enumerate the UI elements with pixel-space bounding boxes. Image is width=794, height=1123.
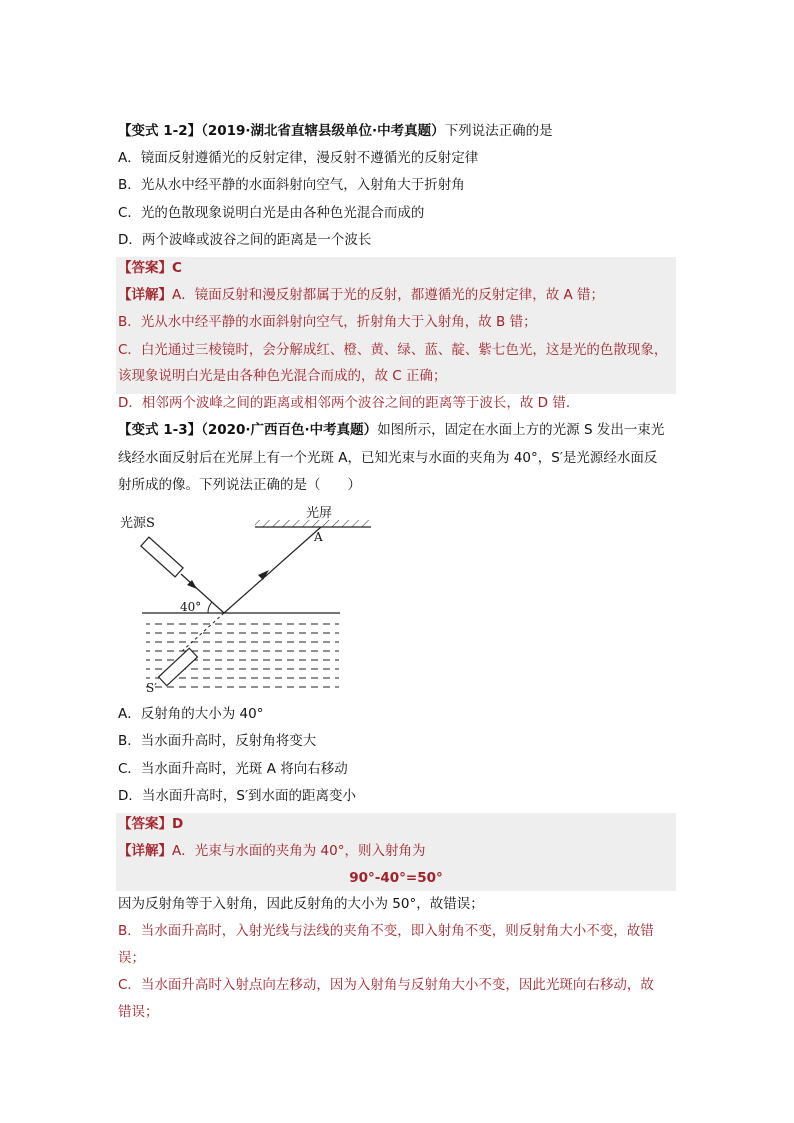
- option-a: A．反射角的大小为 40°: [118, 706, 264, 722]
- question-tag: 【变式 1-2】: [118, 123, 202, 139]
- option-b: B．当水面升高时，反射角将变大: [118, 733, 317, 749]
- angle-arc: [208, 602, 212, 613]
- detail-line-c: C．白光通过三棱镜时，会分解成红、橙、黄、绿、蓝、靛、紫七色光，这是光的色散现象，: [118, 342, 668, 358]
- screen-hatch: [255, 520, 371, 527]
- light-source-icon: [141, 537, 183, 577]
- question-text-line-2: 线经水面反射后在光屏上有一个光斑 A，已知光束与水面的夹角为 40°，S′是光源经水面反: [118, 450, 658, 466]
- answer-line: [118, 258, 182, 278]
- question-tag: 【变式 1-3】: [118, 422, 202, 438]
- detail-line-c: C．当水面升高时入射点向左移动，因为入射角与反射角大小不变，因此光斑向右移动，故: [118, 977, 654, 993]
- spot-label: A: [314, 530, 323, 544]
- answer-label: 【答案】: [118, 816, 172, 832]
- answer-value: D: [172, 816, 184, 832]
- formula: 90°-40°=50°: [349, 870, 443, 886]
- detail-line-b-cont: 误；: [118, 950, 145, 966]
- reflected-ray: [224, 527, 321, 613]
- detail-line-b: B．当水面升高时，入射光线与法线的夹角不变，即入射角不变，则反射角大小不变，故错: [118, 923, 654, 939]
- light-source-label: 光源S: [120, 516, 155, 531]
- detail-label: 【详解】: [118, 287, 172, 303]
- screen-label: 光屏: [306, 506, 333, 521]
- question-text: 下列说法正确的是: [444, 123, 553, 139]
- detail-text: A．光束与水面的夹角为 40°，则入射角为: [172, 843, 426, 859]
- option-d: D．当水面升高时，S′到水面的距离变小: [118, 788, 357, 804]
- detail-line-a-cont: 因为反射角等于入射角，因此反射角的大小为 50°，故错误；: [118, 896, 484, 912]
- detail-line-a: [118, 841, 425, 861]
- question-text-line-3: 射所成的像。下列说法正确的是（ ）: [118, 477, 361, 493]
- water-body: [146, 618, 339, 693]
- detail-line-b: B．光从水中经平静的水面斜射向空气，折射角大于入射角，故 B 错；: [118, 314, 537, 330]
- question-source: （2020·广西百色·中考真题）: [201, 422, 378, 438]
- detail-line-a: [118, 285, 604, 305]
- detail-text: A．镜面反射和漫反射都属于光的反射，都遵循光的反射定律，故 A 错；: [172, 287, 605, 303]
- answer-value: C: [172, 260, 182, 276]
- option-d: D．两个波峰或波谷之间的距离是一个波长: [118, 232, 372, 248]
- answer-line: [118, 814, 183, 834]
- option-b: B．光从水中经平静的水面斜射向空气，入射角大于折射角: [118, 177, 465, 193]
- angle-label: 40°: [180, 600, 202, 614]
- answer-label: 【答案】: [118, 260, 172, 276]
- detail-line-c-cont: 错误；: [118, 1004, 159, 1020]
- question-1-stem: [118, 121, 553, 141]
- detail-line-d: D．相邻两个波峰之间的距离或相邻两个波谷之间的距离等于波长，故 D 错．: [118, 395, 580, 411]
- image-label: S′: [146, 681, 157, 695]
- question-text: 如图所示，固定在水面上方的光源 S 发出一束光: [377, 422, 665, 438]
- option-c: C．光的色散现象说明白光是由各种色光混合而成的: [118, 205, 425, 221]
- question-source: （2019·湖北省直辖县级单位·中考真题）: [201, 123, 445, 139]
- detail-label: 【详解】: [118, 843, 172, 859]
- question-2-stem: [118, 420, 664, 440]
- reflection-diagram: [118, 503, 380, 695]
- option-c: C．当水面升高时，光斑 A 将向右移动: [118, 761, 348, 777]
- detail-line-c-cont: 该现象说明白光是由各种色光混合而成的，故 C 正确；: [118, 368, 447, 384]
- option-a: A．镜面反射遵循光的反射定律，漫反射不遵循光的反射定律: [118, 150, 479, 166]
